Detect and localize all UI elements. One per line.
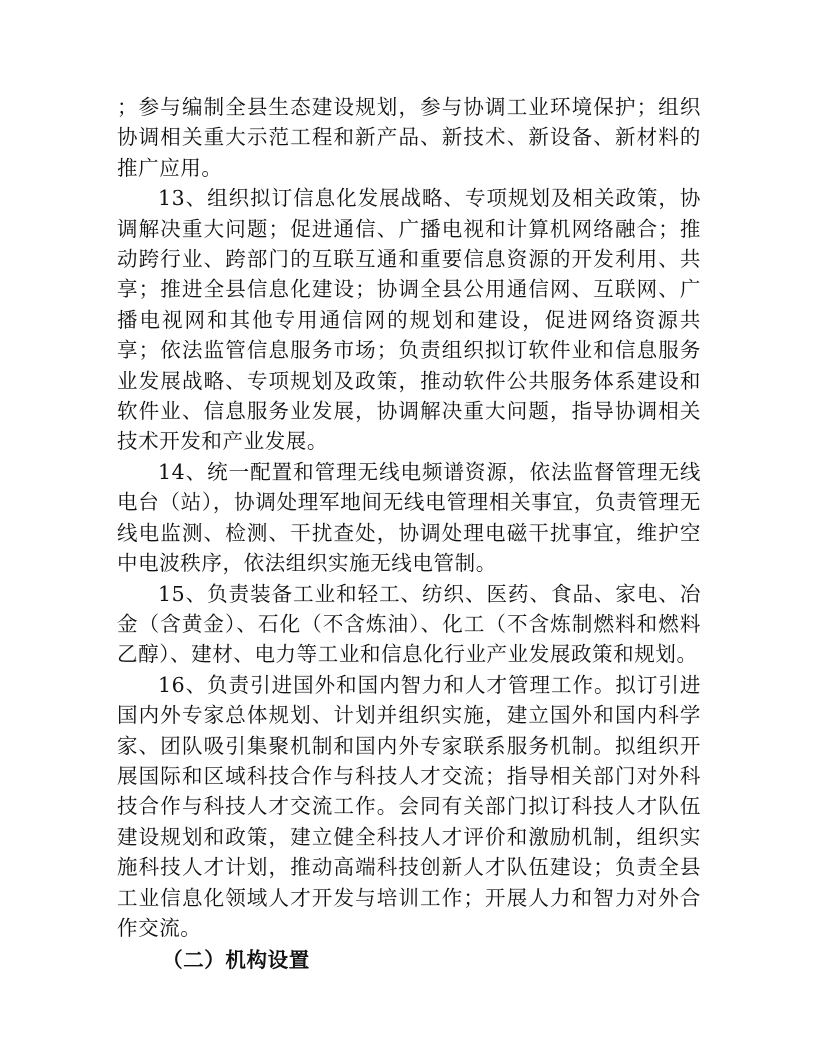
paragraph-item-16: 16、负责引进国外和国内智力和人才管理工作。拟订引进国内外专家总体规划、计划并组织实施，建立国外和国内科学家、团队吸引集聚机制和国内外专家联系服务机制。拟组织开展国际和区域科技合作与科技人才交流；指导相关部门对外科技合作与科技人才交流工作。会同有关部门拟订科技人才队伍建设规划和政策，建立健全科技人才评价和激励机制，组织实施科技人才计划，推动高端科技创新人才队伍建设；负责全县工业信息化领域人才开发与培训工作；开展人力和智力对外合作交流。 (117, 672, 701, 940)
paragraph-item-13: 13、组织拟订信息化发展战略、专项规划及相关政策，协调解决重大问题；促进通信、广播电视和计算机网络融合；推动跨行业、跨部门的互联互通和重要信息资源的开发利用、共享；推进全县信息化建设；协调全县公用通信网、互联网、广播电视网和其他专用通信网的规划和建设，促进网络资源共享；依法监管信息服务市场；负责组织拟订软件业和信息服务业发展战略、专项规划及政策，推动软件公共服务体系建设和软件业、信息服务业发展，协调解决重大问题，指导协调相关技术开发和产业发展。 (117, 186, 701, 454)
document-body (117, 92, 701, 977)
section-heading: （二）机构设置 (162, 948, 310, 973)
paragraph-continuation: ；参与编制全县生态建设规划，参与协调工业环境保护；组织协调相关重大示范工程和新产品、新技术、新设备、新材料的推广应用。 (117, 95, 701, 180)
paragraph-item-14: 14、统一配置和管理无线电频谱资源，依法监督管理无线电台（站），协调处理军地间无线电管理相关事宜，负责管理无线电监测、检测、干扰查处，协调处理电磁干扰事宜，维护空中电波秩序，依法组织实施无线电管制。 (117, 459, 701, 576)
paragraph-item-15: 15、负责装备工业和轻工、纺织、医药、食品、家电、冶金（含黄金）、石化（不含炼油）、化工（不含炼制燃料和燃料乙醇）、建材、电力等工业和信息化行业产业发展政策和规划。 (117, 581, 701, 667)
